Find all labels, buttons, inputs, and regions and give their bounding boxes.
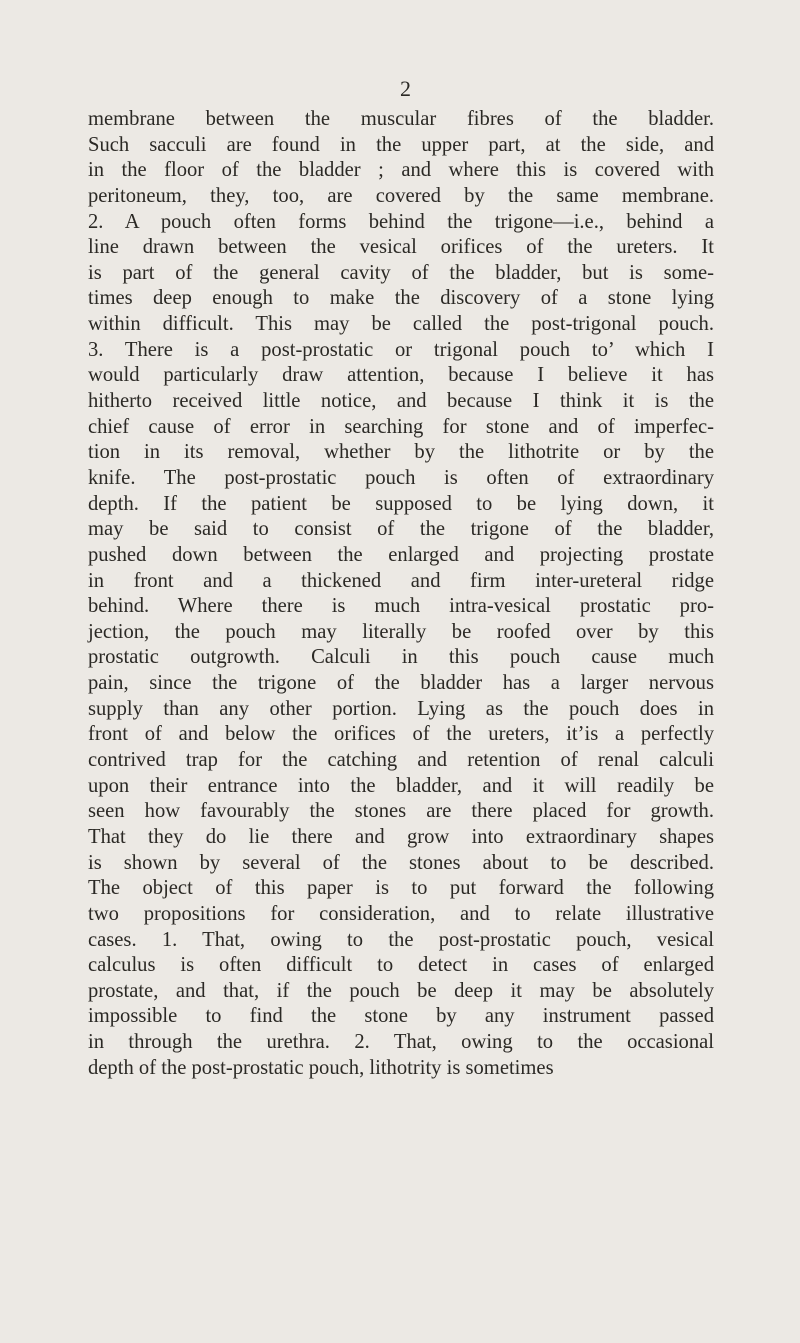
text-line: jection, the pouch may literally be roofed over by this xyxy=(88,620,714,643)
text-line: in through the urethra. 2. That, owing to the occasional xyxy=(88,1031,714,1054)
text-line: impossible to find the stone by any instrument passed xyxy=(88,1005,714,1028)
text-line: 2. A pouch often forms behind the trigone—i.e., behind a xyxy=(88,210,714,233)
text-line: chief cause of error in searching for stone and of imperfec- xyxy=(88,415,714,438)
text-line: behind. Where there is much intra-vesical prostatic pro- xyxy=(88,595,714,618)
text-line: two propositions for consideration, and to relate illustrative xyxy=(88,902,714,925)
text-line: peritoneum, they, too, are covered by the same membrane. xyxy=(88,184,714,207)
text-line: within difficult. This may be called the post-trigonal pouch. xyxy=(88,313,714,336)
text-line: may be said to consist of the trigone of the bladder, xyxy=(88,518,714,541)
text-line: calculus is often difficult to detect in cases of enlarged xyxy=(88,954,714,977)
text-line: in the floor of the bladder ; and where this is covered with xyxy=(88,159,714,182)
text-line: Such sacculi are found in the upper part, at the side, and xyxy=(88,133,714,156)
body-text xyxy=(88,107,714,1081)
text-line: front of and below the orifices of the ureters, it’is a perfectly xyxy=(88,723,714,746)
text-line: is part of the general cavity of the bladder, but is some- xyxy=(88,261,714,284)
text-line: pain, since the trigone of the bladder has a larger nervous xyxy=(88,672,714,695)
text-line: membrane between the muscular fibres of the bladder. xyxy=(88,108,714,130)
text-line: prostatic outgrowth. Calculi in this pouch cause much xyxy=(88,646,714,669)
text-line: tion in its removal, whether by the lithotrite or by the xyxy=(88,441,714,464)
text-line: The object of this paper is to put forward the following xyxy=(88,877,714,900)
text-line: depth of the post-prostatic pouch, lithotrity is sometimes xyxy=(88,1056,554,1079)
text-line: knife. The post-prostatic pouch is often of extraordinary xyxy=(88,466,714,489)
text-line: prostate, and that, if the pouch be deep it may be absolutely xyxy=(88,979,714,1002)
text-line: hitherto received little notice, and because I think it is the xyxy=(88,390,714,413)
text-line: would particularly draw attention, because I believe it has xyxy=(88,364,714,387)
text-line: supply than any other portion. Lying as the pouch does in xyxy=(88,697,714,720)
page-number: 2 xyxy=(400,76,411,101)
text-line: is shown by several of the stones about to be described. xyxy=(88,851,714,874)
text-line: line drawn between the vesical orifices of the ureters. It xyxy=(88,236,714,259)
text-line: upon their entrance into the bladder, and it will readily be xyxy=(88,774,714,797)
text-line: seen how favourably the stones are there placed for growth. xyxy=(88,800,714,823)
text-line: 3. There is a post-prostatic or trigonal pouch to’ which I xyxy=(88,338,714,361)
text-line: cases. 1. That, owing to the post-prostatic pouch, vesical xyxy=(88,928,714,951)
text-line: contrived trap for the catching and retention of renal calculi xyxy=(88,749,714,772)
text-line: times deep enough to make the discovery of a stone lying xyxy=(88,287,714,310)
text-line: in front and a thickened and firm inter-ureteral ridge xyxy=(88,569,714,592)
text-line: pushed down between the enlarged and projecting prostate xyxy=(88,543,714,566)
text-line: depth. If the patient be supposed to be lying down, it xyxy=(88,492,714,515)
text-line: That they do lie there and grow into extraordinary shapes xyxy=(88,825,714,848)
